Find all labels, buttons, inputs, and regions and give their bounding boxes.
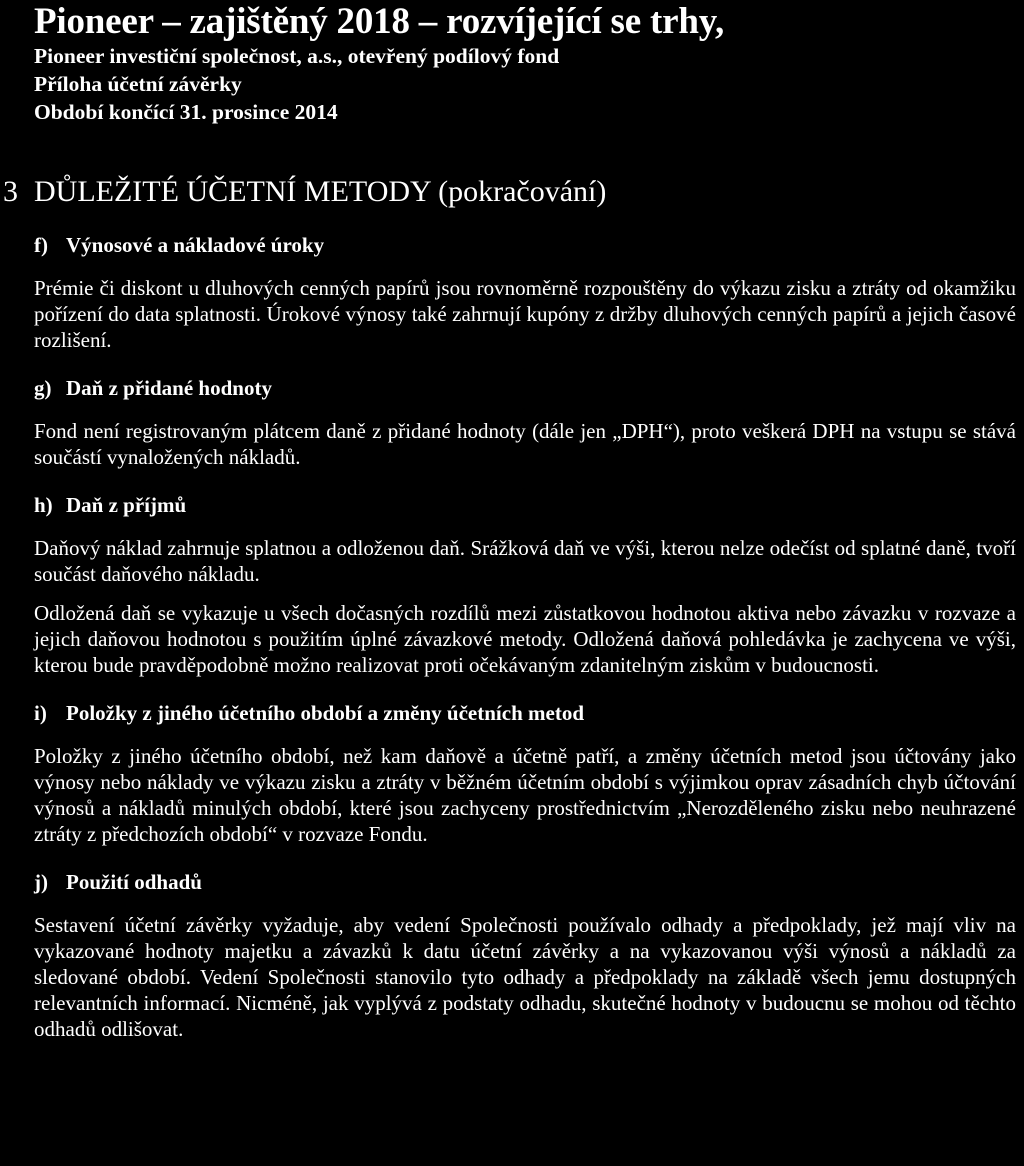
subsection-letter: g): [34, 376, 52, 400]
subsection-heading: [34, 492, 1016, 518]
paragraph: Položky z jiného účetního období, než kam daňově a účetně patří, a změny účetních metod jsou účtovány jako výnosy nebo náklady ve výkazu zisku a ztráty v běžném účetním období s výjimkou oprav zásadních chyb účtování výnosů a nákladů minulých období, které jsou zachyceny prostřednictvím „Nerozděleného zisku nebo neuhrazené ztráty z předchozích období“ v rozvaze Fondu.: [34, 744, 1016, 846]
subsection-title: Výnosové a nákladové úroky: [66, 233, 325, 257]
fund-title: Pioneer – zajištěný 2018 – rozvíjející se trhy,: [34, 1, 725, 42]
paragraph: Fond není registrovaným plátcem daně z přidané hodnoty (dále jen „DPH“), proto veškerá DPH na vstupu se stává součástí vynaložených nákladů.: [34, 419, 1016, 469]
section-number: 3: [3, 175, 18, 208]
subsection-letter: f): [34, 233, 48, 257]
section-heading: [3, 174, 1016, 210]
subsection-heading: [34, 375, 1016, 401]
subsection-title: Položky z jiného účetního období a změny účetních metod: [66, 701, 584, 725]
subsection-heading: [34, 700, 1016, 726]
company-name: Pioneer investiční společnost, a.s., otevřený podílový fond: [34, 44, 560, 68]
subsection-title: Použití odhadů: [66, 870, 202, 894]
subsection-estimates: [34, 869, 1016, 1042]
subsection-income-tax: [34, 492, 1016, 678]
subsection-title: Daň z přidané hodnoty: [66, 376, 272, 400]
subsection-letter: h): [34, 493, 53, 517]
paragraph: Sestavení účetní závěrky vyžaduje, aby vedení Společnosti používalo odhady a předpoklady, jež mají vliv na vykazované hodnoty majetku a závazků k datu účetní závěrky a na vykazovanou výši výnosů a nákladů za sledované období. Vedení Společnosti stanovilo tyto odhady a předpoklady na základě všech jemu dostupných relevantních informací. Nicméně, jak vyplývá z podstaty odhadu, skutečné hodnoty v budoucnu se mohou od těchto odhadů odlišovat.: [34, 913, 1016, 1041]
period-label: Období končící 31. prosince 2014: [34, 100, 338, 124]
section-title: DŮLEŽITÉ ÚČETNÍ METODY (pokračování): [34, 175, 607, 208]
subsection-letter: i): [34, 701, 47, 725]
document-header: [34, 2, 1016, 126]
paragraph: Daňový náklad zahrnuje splatnou a odloženou daň. Srážková daň ve výši, kterou nelze odečíst od splatné daně, tvoří součást daňového nákladu.: [34, 536, 1016, 586]
subsection-letter: j): [34, 870, 48, 894]
subsection-vat: [34, 375, 1016, 470]
paragraph: Odložená daň se vykazuje u všech dočasných rozdílů mezi zůstatkovou hodnotou aktiva nebo závazku v rozvaze a jejich daňovou hodnotou s použitím úplné závazkové metody. Odložená daňová pohledávka je zachycena ve výši, kterou bude pravděpodobně možno realizovat proti očekávaným zdanitelným ziskům v budoucnosti.: [34, 601, 1016, 677]
paragraph: Prémie či diskont u dluhových cenných papírů jsou rovnoměrně rozpouštěny do výkazu zisku a ztráty od okamžiku pořízení do data splatnosti. Úrokové výnosy také zahrnují kupóny z držby dluhových cenných papírů a jejich časové rozlišení.: [34, 276, 1016, 352]
subsection-prior-period-items: [34, 700, 1016, 847]
annex-label: Příloha účetní závěrky: [34, 72, 242, 96]
subsection-title: Daň z příjmů: [66, 493, 187, 517]
subsection-heading: [34, 232, 1016, 258]
subsection-heading: [34, 869, 1016, 895]
subsection-interest: [34, 232, 1016, 353]
document-page: [3, 0, 1016, 1042]
